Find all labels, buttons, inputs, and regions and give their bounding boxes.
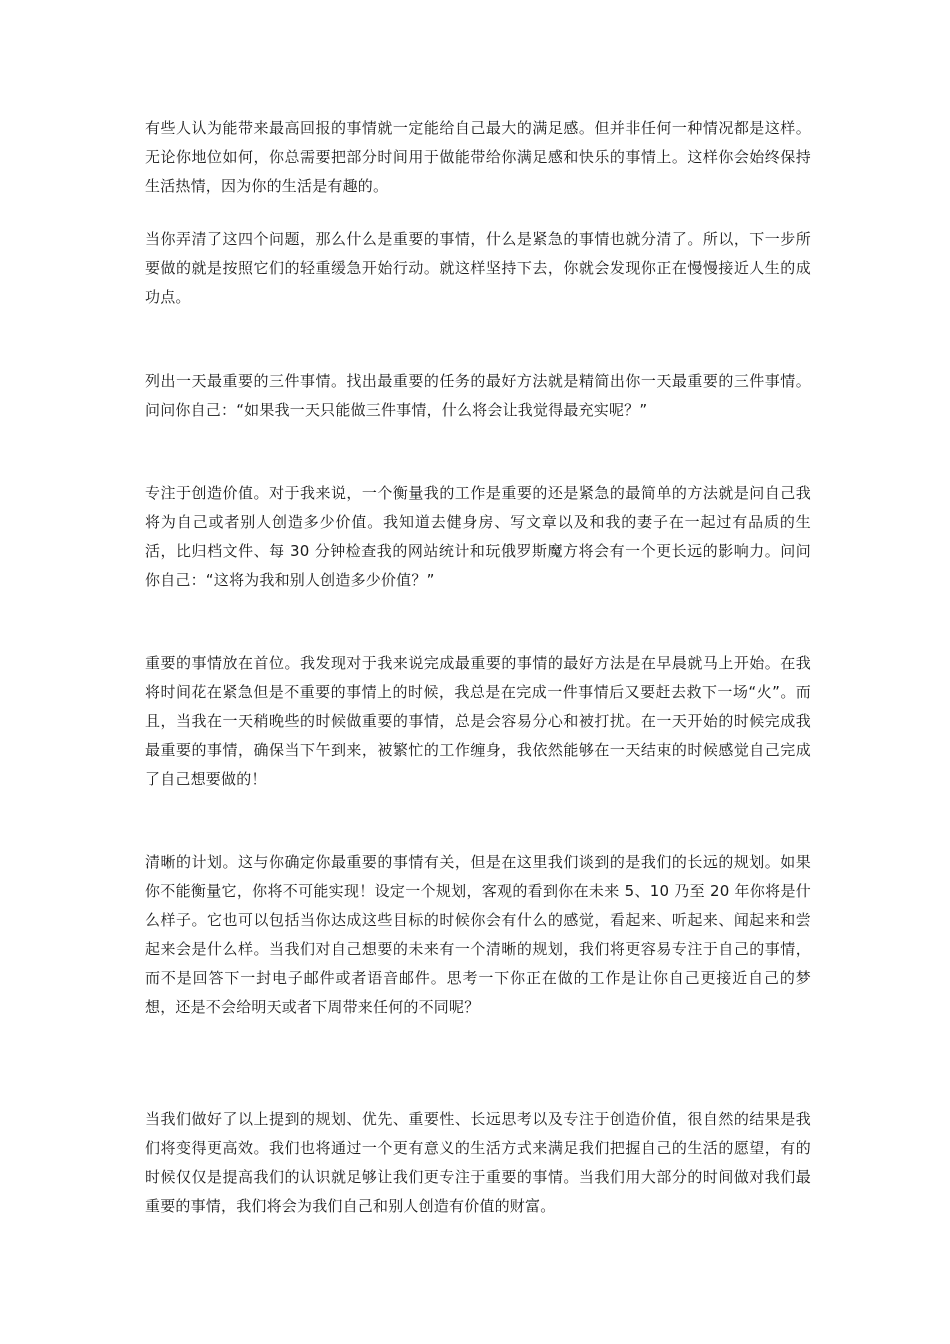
paragraph-conclusion: 当我们做好了以上提到的规划、优先、重要性、长远思考以及专注于创造价值，很自然的结果是我们将变得更高效。我们也将通过一个更有意义的生活方式来满足我们把握自己的生活的愿望，有的时候仅仅是提高我们的认识就足够让我们更专注于重要的事情。当我们用大部分的时间做对我们最重要的事情，我们将会为我们自己和别人创造有价值的财富。 [145, 1110, 811, 1215]
paragraph-four-questions: 当你弄清了这四个问题，那么什么是重要的事情，什么是紧急的事情也就分清了。所以，下一步所要做的就是按照它们的轻重缓急开始行动。就这样坚持下去，你就会发现你正在慢慢接近人生的成功点。 [145, 230, 811, 306]
paragraph-satisfaction: 有些人认为能带来最高回报的事情就一定能给自己最大的满足感。但并非任何一种情况都是这样。无论你地位如何，你总需要把部分时间用于做能带给你满足感和快乐的事情上。这样你会始终保持生活热情，因为你的生活是有趣的。 [145, 119, 811, 195]
paragraph-first-things-first: 重要的事情放在首位。我发现对于我来说完成最重要的事情的最好方法是在早晨就马上开始。在我将时间花在紧急但是不重要的事情上的时候，我总是在完成一件事情后又要赶去救下一场“火”。而且，当我在一天稍晚些的时候做重要的事情，总是会容易分心和被打扰。在一天开始的时候完成我最重要的事情，确保当下午到来，被繁忙的工作缠身，我依然能够在一天结束的时候感觉自己完成了自己想要做的！ [145, 654, 811, 788]
paragraph-three-tasks: 列出一天最重要的三件事情。找出最重要的任务的最好方法就是精简出你一天最重要的三件事情。问问你自己：“如果我一天只能做三件事情，什么将会让我觉得最充实呢？” [145, 372, 811, 419]
paragraph-clear-plan: 清晰的计划。这与你确定你最重要的事情有关，但是在这里我们谈到的是我们的长远的规划。如果你不能衡量它，你将不可能实现！设定一个规划，客观的看到你在未来 5、10 乃至 20 年你将是什么样子。它也可以包括当你达成这些目标的时候你会有什么的感觉，看起来、听起来、闻起来和尝起来会是什么样。当我们对自己想要的未来有一个清晰的规划，我们将更容易专注于自己的事情，而不是回答下一封电子邮件或者语音邮件。思考一下你正在做的工作是让你自己更接近自己的梦想，还是不会给明天或者下周带来任何的不同呢？ [145, 853, 811, 1016]
paragraph-create-value: 专注于创造价值。对于我来说，一个衡量我的工作是重要的还是紧急的最简单的方法就是问自己我将为自己或者别人创造多少价值。我知道去健身房、写文章以及和我的妻子在一起过有品质的生活，比归档文件、每 30 分钟检查我的网站统计和玩俄罗斯魔方将会有一个更长远的影响力。问问你自己：“这将为我和别人创造多少价值？” [145, 484, 811, 589]
